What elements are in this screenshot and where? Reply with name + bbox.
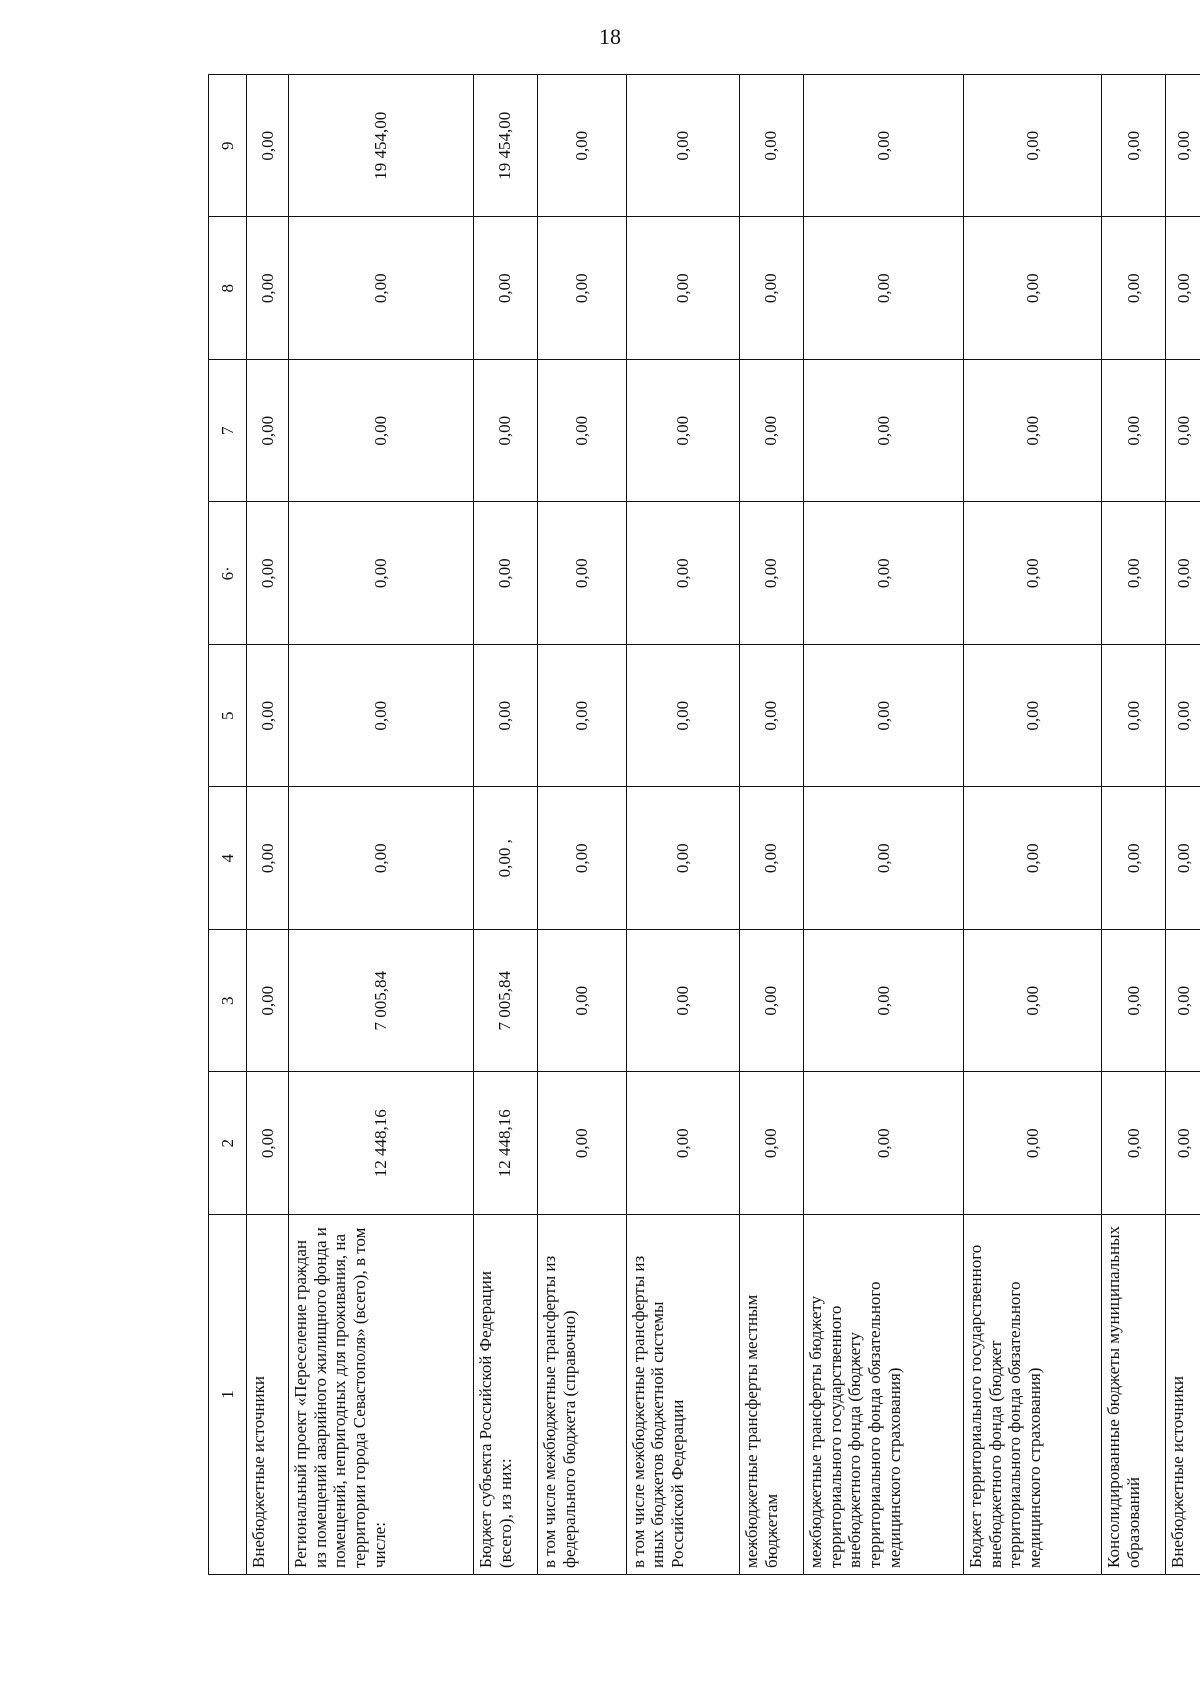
page-number: 18 — [599, 24, 621, 49]
value-cell: 0,00 — [247, 645, 289, 788]
value-cell: 0,00 — [289, 787, 474, 930]
value-cell: 0,00 — [963, 787, 1101, 930]
table-row — [963, 75, 1101, 1575]
value-cell: 0,00 — [247, 502, 289, 645]
value-cell: 0,00 — [739, 1072, 803, 1215]
value-cell: 0,00 — [1101, 360, 1165, 503]
value-cell: 0,00 — [626, 502, 739, 645]
value-cell: 0,00 — [626, 75, 739, 218]
value-cell: 0,00 — [1101, 217, 1165, 360]
header-cell: 5 — [209, 645, 247, 788]
value-cell: 0,00 — [537, 930, 626, 1073]
table-header-row — [209, 75, 247, 1575]
row-label: Внебюджетные источники — [1165, 1215, 1200, 1575]
value-cell: 0,00 — [247, 75, 289, 218]
value-cell: 0,00 — [803, 787, 963, 930]
header-cell: 4 — [209, 787, 247, 930]
value-cell: 12 448,16 — [289, 1072, 474, 1215]
value-cell: 0,00 — [803, 645, 963, 788]
value-cell: 12 448,16 — [473, 1072, 537, 1215]
header-cell: 8 — [209, 217, 247, 360]
value-cell: 0,00 — [537, 502, 626, 645]
value-cell: 0,00 — [537, 360, 626, 503]
value-cell: 0,00 — [247, 1072, 289, 1215]
value-cell: 0,00 — [803, 930, 963, 1073]
value-cell: 0,00 — [537, 217, 626, 360]
value-cell: 0,00 — [626, 645, 739, 788]
table-row — [473, 75, 537, 1575]
value-cell: 0,00 — [537, 1072, 626, 1215]
value-cell: 19 454,00 — [289, 75, 474, 218]
value-cell: 0,00 — [739, 217, 803, 360]
value-cell: 0,00 — [626, 360, 739, 503]
value-cell: 0,00 — [1165, 75, 1200, 218]
value-cell: 0,00 — [247, 787, 289, 930]
row-label: в том числе межбюджетные трансферты из федерального бюджета (справочно) — [537, 1215, 626, 1575]
value-cell: 0,00 — [289, 502, 474, 645]
value-cell: 0,00 — [626, 787, 739, 930]
value-cell: 7 005,84 — [289, 930, 474, 1073]
value-cell: 0,00 — [1101, 502, 1165, 645]
table-row — [803, 75, 963, 1575]
header-cell: 2 — [209, 1072, 247, 1215]
value-cell: 0,00 — [1165, 930, 1200, 1073]
value-cell: 0,00 — [626, 217, 739, 360]
value-cell: 0,00 — [473, 645, 537, 788]
value-cell: 0,00 — [803, 1072, 963, 1215]
rotated-table-wrapper — [208, 75, 1200, 1575]
value-cell: 0,00 — [626, 930, 739, 1073]
table-body — [209, 75, 1200, 1575]
row-label: в том числе межбюджетные трансферты из иных бюджетов бюджетной системы Российской Федерации — [626, 1215, 739, 1575]
value-cell: 0,00 — [963, 645, 1101, 788]
value-cell: 0,00 — [289, 217, 474, 360]
value-cell: 0,00 — [537, 645, 626, 788]
row-label: Региональный проект «Переселение граждан из помещений аварийного жилищного фонда и помещений, непригодных для проживания, на территории города Севастополя» (всего), в том числе: — [289, 1215, 474, 1575]
value-cell: 0,00 — [1101, 75, 1165, 218]
value-cell: 0,00 — [247, 217, 289, 360]
header-cell: 9 — [209, 75, 247, 218]
value-cell: 0,00 — [1165, 1072, 1200, 1215]
table-row — [1165, 75, 1200, 1575]
row-label: межбюджетные трансферты бюджету территориального государственного внебюджетного фонда (бюджету территориального фонда обязательного медицинского страхования) — [803, 1215, 963, 1575]
value-cell: 0,00 — [473, 360, 537, 503]
value-cell: 0,00 — [1165, 645, 1200, 788]
value-cell: 0,00 — [803, 217, 963, 360]
value-cell: 0,00 — [963, 217, 1101, 360]
table-row — [626, 75, 739, 1575]
value-cell: 0,00 — [803, 360, 963, 503]
header-cell: 1 — [209, 1215, 247, 1575]
value-cell: 0,00 — [1101, 1072, 1165, 1215]
value-cell: 7 005,84 — [473, 930, 537, 1073]
value-cell: 0,00 — [289, 645, 474, 788]
value-cell: 0,00 — [473, 217, 537, 360]
value-cell: 0,00 — [739, 787, 803, 930]
value-cell: 0,00 — [739, 930, 803, 1073]
row-label: Консолидированные бюджеты муниципальных образований — [1101, 1215, 1165, 1575]
table-row — [289, 75, 474, 1575]
value-cell: 0,00 — [1165, 217, 1200, 360]
value-cell: 0,00 — [739, 502, 803, 645]
row-label: межбюджетные трансферты местным бюджетам — [739, 1215, 803, 1575]
value-cell: 0,00 — [247, 930, 289, 1073]
table-row — [247, 75, 289, 1575]
header-cell: 3 — [209, 930, 247, 1073]
value-cell: 19 454,00 — [473, 75, 537, 218]
value-cell: 0,00 — [963, 360, 1101, 503]
value-cell: 0,00 — [247, 360, 289, 503]
table-row — [1101, 75, 1165, 1575]
value-cell: 0,00 — [739, 645, 803, 788]
value-cell: 0,00 — [963, 75, 1101, 218]
value-cell: 0,00 — [537, 787, 626, 930]
value-cell: 0,00 — [1101, 645, 1165, 788]
value-cell: 0,00 — [963, 1072, 1101, 1215]
value-cell: 0,00 — [1101, 930, 1165, 1073]
value-cell: 0,00 — [537, 75, 626, 218]
value-cell: 0,00 — [1101, 787, 1165, 930]
table-row — [739, 75, 803, 1575]
value-cell: 0,00 — [1165, 502, 1200, 645]
value-cell: 0,00 — [739, 360, 803, 503]
value-cell: 0,00 — [803, 75, 963, 218]
header-cell: 7 — [209, 360, 247, 503]
row-label: Бюджет территориального государственного внебюджетного фонда (бюджет территориального фонда обязательного медицинского страхования) — [963, 1215, 1101, 1575]
header-cell: 6· — [209, 502, 247, 645]
value-cell: 0,00 — [626, 1072, 739, 1215]
row-label: Внебюджетные источники — [247, 1215, 289, 1575]
value-cell: 0,00 — [473, 502, 537, 645]
value-cell: 0,00 — [1165, 360, 1200, 503]
row-label: Бюджет субъекта Российской Федерации (всего), из них: — [473, 1215, 537, 1575]
value-cell: 0,00 , — [473, 787, 537, 930]
value-cell: 0,00 — [289, 360, 474, 503]
value-cell: 0,00 — [963, 502, 1101, 645]
budget-table — [208, 74, 1200, 1575]
value-cell: 0,00 — [1165, 787, 1200, 930]
value-cell: 0,00 — [803, 502, 963, 645]
value-cell: 0,00 — [963, 930, 1101, 1073]
table-row — [537, 75, 626, 1575]
value-cell: 0,00 — [739, 75, 803, 218]
